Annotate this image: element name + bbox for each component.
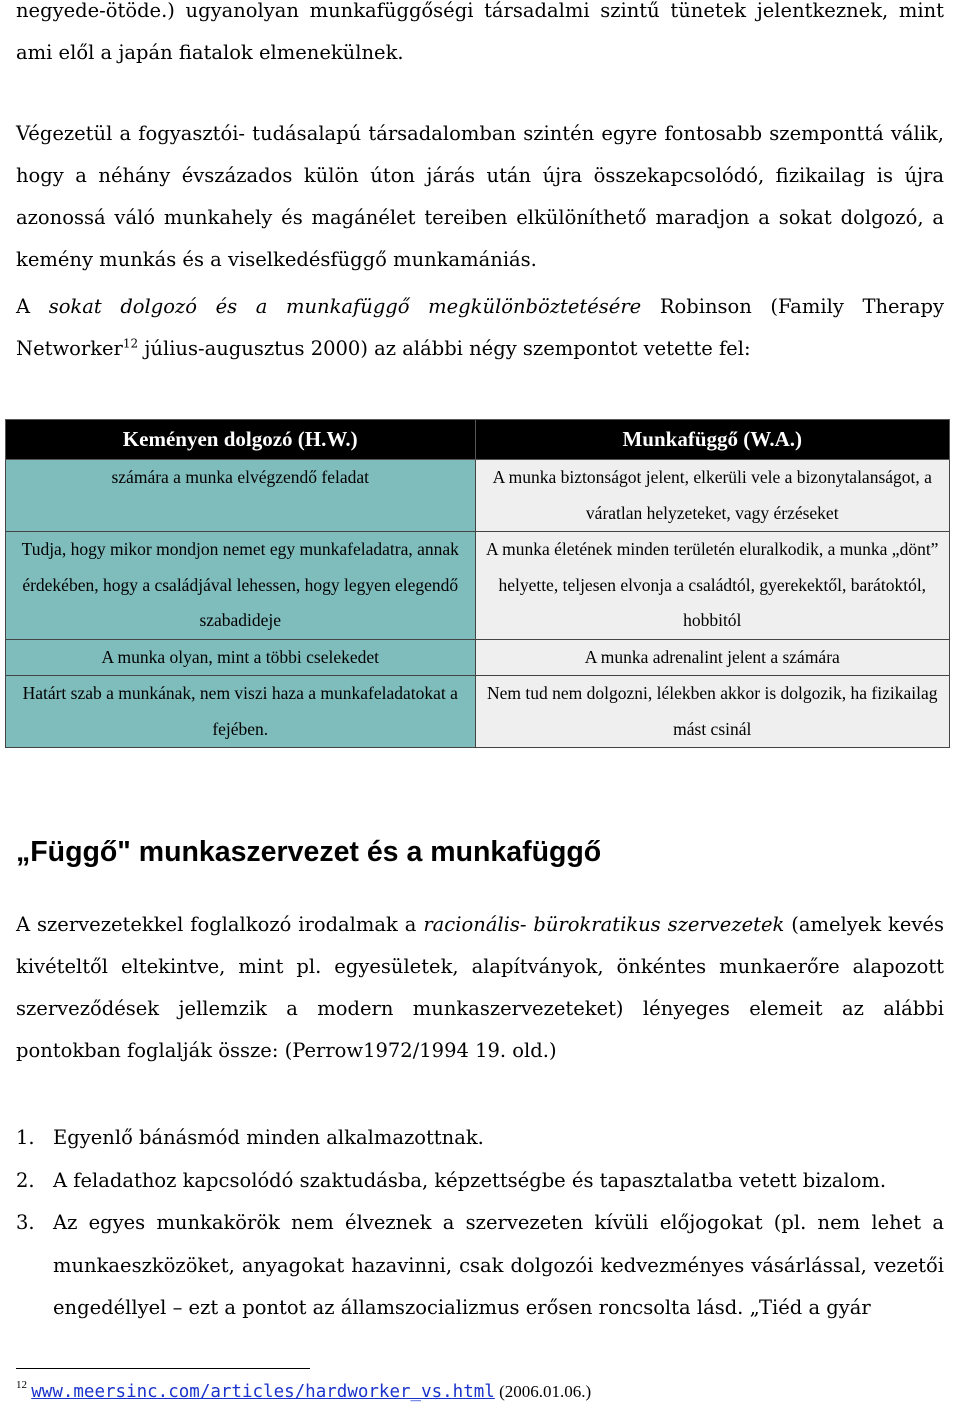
paragraph-organizations	[16, 904, 944, 1072]
list-item-number: 3.	[16, 1211, 35, 1234]
table-cell-workaholic: Nem tud nem dolgozni, lélekben akkor is dolgozik, ha fizikailag mást csinál	[475, 676, 950, 748]
list-item	[16, 1160, 944, 1203]
footnote-mark: 12	[16, 1379, 27, 1392]
footnote-date: (2006.01.06.)	[494, 1382, 592, 1401]
org-text-end: (amelyek kevés kivételtől eltekintve, mint pl. egyesületek, alapítványok, önkéntes munkaerőre alapozott szerveződések jellemzik a modern munkaszervezeteket) lényeges elemeit az alábbi pontokban foglalják össze: (Perrow1972/1994 19. old.)	[16, 913, 944, 1062]
section-heading: „Függő" munkaszervezet és a munkafüggő	[16, 836, 602, 868]
list-item-number: 2.	[16, 1168, 35, 1192]
org-text-italic: racionális- bürokratikus szervezetek	[423, 913, 785, 936]
robinson-text-mid: Robinson (Family Therapy Networker	[16, 295, 945, 360]
table-row	[6, 676, 950, 748]
table-cell-hard-worker: Tudja, hogy mikor mondjon nemet egy munkafeladatra, annak érdekében, hogy a családjával lehessen, hogy legyen elegendő szabadideje	[6, 532, 476, 640]
footnote-link[interactable]: www.meersinc.com/articles/hardworker_vs.html	[31, 1382, 495, 1402]
footnote-reference[interactable]: 12	[122, 336, 139, 351]
list-item-text: A feladathoz kapcsolódó szaktudásba, képzettségbe és tapasztalatba vetett bizalom.	[53, 1168, 887, 1192]
paragraph-japan: negyede-ötöde.) ugyanolyan munkafüggőségi társadalmi szintű tünetek jelentkeznek, mint ami elől a japán fiatalok elmenekülnek.	[16, 0, 944, 64]
table-cell-hard-worker: Határt szab a munkának, nem viszi haza a munkafeladatokat a fejében.	[6, 676, 476, 748]
table-cell-hard-worker: számára a munka elvégzendő feladat	[6, 460, 476, 532]
table-cell-hard-worker: A munka olyan, mint a többi cselekedet	[6, 639, 476, 676]
list-item-text: Egyenlő bánásmód minden alkalmazottnak.	[53, 1126, 484, 1149]
numbered-list	[16, 1117, 944, 1330]
table-cell-workaholic: A munka biztonságot jelent, elkerüli vele a bizonytalanságot, a váratlan helyzeteket, vagy érzéseket	[475, 460, 950, 532]
list-item	[16, 1117, 944, 1160]
paragraph-robinson	[16, 286, 944, 370]
footnote	[16, 1377, 591, 1407]
comparison-table	[5, 419, 950, 748]
table-cell-workaholic: A munka adrenalint jelent a számára	[475, 639, 950, 676]
table-row	[6, 532, 950, 640]
table-cell-workaholic: A munka életének minden területén eluralkodik, a munka „dönt” helyette, teljesen elvonja a családtól, gyerekektől, barátoktól, hobbitól	[475, 532, 950, 640]
table-row	[6, 639, 950, 676]
list-item-number: 1.	[16, 1126, 35, 1149]
footnote-divider	[16, 1368, 310, 1369]
header-hard-worker: Keményen dolgozó (H.W.)	[6, 420, 476, 460]
table-header-row	[6, 420, 950, 460]
robinson-text-italic: sokat dolgozó és a munkafüggő megkülönböztetésére	[48, 295, 642, 318]
header-workaholic: Munkafüggő (W.A.)	[475, 420, 950, 460]
robinson-text-end: július-augusztus 2000) az alábbi négy szempontot vetette fel:	[138, 337, 751, 360]
org-text-start: A szervezetekkel foglalkozó irodalmak a	[16, 913, 424, 936]
table-row	[6, 460, 950, 532]
list-item	[16, 1202, 944, 1330]
list-item-text: Az egyes munkakörök nem élveznek a szervezeten kívüli előjogokat (pl. nem lehet a munkaeszközöket, anyagokat hazavinni, csak dolgozói kedvezményes vásárlással, vezetői engedéllyel – ezt a pontot az államszocializmus erősen roncsolta lásd. „Tiéd a gyár	[53, 1211, 944, 1319]
robinson-text-start: A	[16, 295, 49, 318]
paragraph-vegezetul: Végezetül a fogyasztói- tudásalapú társadalomban szintén egyre fontosabb szemponttá válik, hogy a néhány évszázados külön úton járás után újra összekapcsolódó, fizikailag is újra azonossá váló munkahely és magánélet tereiben elkülöníthető maradjon a sokat dolgozó, a kemény munkás és a viselkedésfüggő munkamániás.	[16, 122, 944, 271]
